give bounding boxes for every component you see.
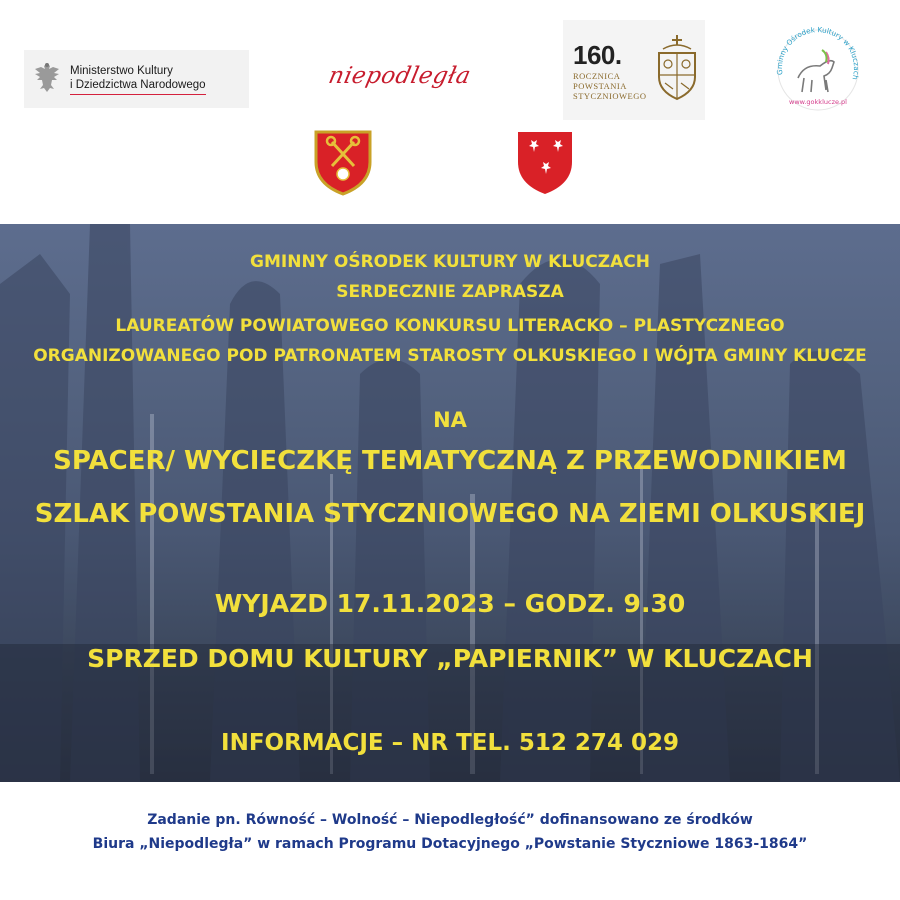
gok-klucze-logo xyxy=(770,22,866,118)
gok-url: www.gokklucze.pl xyxy=(789,98,847,106)
anniversary-number: 160. xyxy=(573,39,622,70)
departure-datetime: WYJAZD 17.11.2023 – GODZ. 9.30 xyxy=(214,589,686,618)
funding-note-line2: Biura „Niepodległa” w ramach Programu Dotacyjnego „Powstanie Styczniowe 1863-1864” xyxy=(92,836,808,852)
contact-phone: INFORMACJE – NR TEL. 512 274 029 xyxy=(221,730,679,756)
funding-note xyxy=(0,808,900,856)
klucze-coat-of-arms-icon xyxy=(312,128,374,198)
ministry-name-line2: i Dziedzictwa Narodowego xyxy=(70,78,206,91)
niepodlegla-logo xyxy=(310,52,490,100)
ministry-name xyxy=(70,64,206,95)
olkusz-county-coat-of-arms-icon xyxy=(514,128,576,198)
laureates-text: LAUREATÓW POWIATOWEGO KONKURSU LITERACKO – PLASTYCZNEGO xyxy=(115,316,785,336)
niepodlegla-wordmark: niepodległa xyxy=(326,63,474,89)
na-text: NA xyxy=(433,408,467,432)
ministry-name-line1: Ministerstwo Kultury xyxy=(70,64,173,77)
anniversary-line3: STYCZNIOWEGO xyxy=(573,90,647,101)
departure-place: SPRZED DOMU KULTURY „PAPIERNIK” W KLUCZACH xyxy=(87,644,813,673)
anniversary-logo xyxy=(563,20,705,120)
coat-of-arms-icon xyxy=(651,31,703,109)
organizer-title: GMINNY OŚRODEK KULTURY W KLUCZACH xyxy=(250,252,650,272)
gok-ring-text: Gminny Ośrodek Kultury w Kluczach xyxy=(774,25,862,81)
anniversary-line1: ROCZNICA xyxy=(573,70,621,81)
invitation-banner xyxy=(0,224,900,782)
anniversary-line2: POWSTANIA xyxy=(573,80,627,91)
event-title: SPACER/ WYCIECZKĘ TEMATYCZNĄ Z PRZEWODNIKIEM xyxy=(53,446,847,476)
ministry-logo xyxy=(24,50,249,108)
white-eagle-icon xyxy=(32,59,62,99)
invitation-text: SERDECZNIE ZAPRASZA xyxy=(336,282,564,302)
funding-note-line1: Zadanie pn. Równość – Wolność – Niepodległość” dofinansowano ze środków xyxy=(147,812,753,828)
patronage-text: ORGANIZOWANEGO POD PATRONATEM STAROSTY OLKUSKIEGO I WÓJTA GMINY KLUCZE xyxy=(33,346,867,366)
event-subtitle: SZLAK POWSTANIA STYCZNIOWEGO NA ZIEMI OLKUSKIEJ xyxy=(34,499,866,529)
